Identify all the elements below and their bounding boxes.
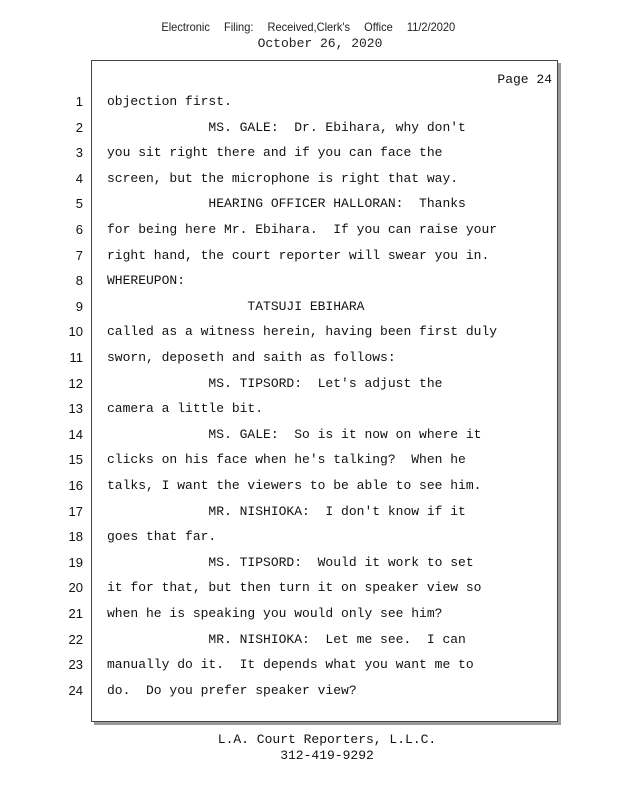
- line-text: MR. NISHIOKA: Let me see. I can: [107, 631, 466, 647]
- stamp-received: Received,Clerk's: [267, 20, 351, 34]
- line-number: 4: [75, 170, 83, 186]
- transcript-line: [0, 504, 618, 524]
- line-text: MS. TIPSORD: Would it work to set: [107, 554, 474, 570]
- transcript-line: [0, 248, 618, 268]
- reporter-company: L.A. Court Reporters, L.L.C.: [217, 732, 437, 747]
- transcript-line: [0, 478, 618, 498]
- reporter-footer: [0, 732, 618, 764]
- transcript-line: [0, 350, 618, 370]
- stamp-office: Office: [364, 20, 393, 34]
- hearing-date: October 26, 2020: [257, 36, 383, 51]
- line-text: TATSUJI EBIHARA: [107, 298, 365, 314]
- line-text: objection first.: [107, 94, 232, 109]
- line-text: it for that, but then turn it on speaker view so: [107, 580, 482, 596]
- line-number: 18: [68, 529, 83, 545]
- line-number: 10: [68, 324, 83, 340]
- line-text: called as a witness herein, having been first duly: [107, 324, 498, 340]
- transcript-line: [0, 299, 618, 319]
- transcript-line: [0, 452, 618, 472]
- transcript-line: [0, 222, 618, 242]
- line-text: clicks on his face when he's talking? When he: [107, 452, 466, 468]
- filing-stamp: [24, 20, 593, 34]
- line-text: screen, but the microphone is right that way.: [107, 170, 459, 186]
- line-text: camera a little bit.: [107, 401, 264, 417]
- transcript-line: [0, 171, 618, 191]
- line-text: manually do it. It depends what you want me to: [107, 657, 474, 673]
- line-number: 11: [69, 350, 83, 365]
- transcript-line: [0, 324, 618, 344]
- line-number: 3: [75, 145, 83, 161]
- line-text: MR. NISHIOKA: I don't know if it: [107, 503, 466, 519]
- transcript-line: [0, 273, 618, 293]
- line-text: MS. GALE: Dr. Ebihara, why don't: [107, 119, 466, 135]
- line-number: 7: [75, 247, 83, 263]
- line-number: 5: [75, 196, 83, 212]
- line-text: when he is speaking you would only see him?: [107, 606, 443, 621]
- line-number: 16: [68, 478, 83, 493]
- stamp-electronic: Electronic: [161, 20, 210, 34]
- line-number: 21: [68, 606, 83, 621]
- line-number: 8: [75, 273, 83, 289]
- line-number: 23: [68, 657, 83, 673]
- line-text: for being here Mr. Ebihara. If you can raise your: [107, 222, 498, 237]
- line-text: do. Do you prefer speaker view?: [107, 682, 357, 698]
- line-text: sworn, deposeth and saith as follows:: [107, 350, 396, 365]
- line-number: 20: [68, 580, 83, 596]
- line-number: 17: [68, 503, 83, 519]
- transcript-line: [0, 580, 618, 600]
- line-number: 2: [75, 119, 83, 135]
- transcript-line: [0, 196, 618, 216]
- line-number: 1: [75, 94, 83, 109]
- page-number: Page 24: [497, 72, 552, 87]
- line-number: 22: [68, 631, 83, 647]
- line-text: talks, I want the viewers to be able to see him.: [107, 478, 482, 493]
- stamp-date: 11/2/2020: [406, 20, 456, 34]
- line-text: you sit right there and if you can face the: [107, 145, 443, 161]
- transcript-line: [0, 145, 618, 165]
- line-text: HEARING OFFICER HALLORAN: Thanks: [107, 196, 466, 212]
- transcript-line: [0, 555, 618, 575]
- line-number: 24: [68, 682, 83, 698]
- transcript-line: [0, 94, 618, 114]
- transcript-line: [0, 120, 618, 140]
- reporter-phone: 312-419-9292: [280, 748, 374, 763]
- line-number: 6: [75, 222, 83, 237]
- line-number: 14: [68, 426, 83, 442]
- stamp-filing: Filing:: [223, 20, 254, 34]
- transcript-line: [0, 401, 618, 421]
- transcript-line: [0, 606, 618, 626]
- transcript-line: [0, 657, 618, 677]
- line-number: 9: [75, 298, 83, 314]
- transcript-line: [0, 632, 618, 652]
- line-number: 19: [68, 554, 83, 570]
- line-text: MS. GALE: So is it now on where it: [107, 426, 482, 442]
- line-text: right hand, the court reporter will swear you in.: [107, 247, 490, 263]
- line-number: 13: [68, 401, 83, 417]
- line-number: 15: [68, 452, 83, 468]
- line-text: goes that far.: [107, 529, 217, 545]
- line-text: MS. TIPSORD: Let's adjust the: [107, 375, 443, 391]
- transcript-line: [0, 376, 618, 396]
- transcript-line: [0, 529, 618, 549]
- line-number: 12: [68, 375, 83, 391]
- transcript-line: [0, 427, 618, 447]
- line-text: WHEREUPON:: [107, 273, 186, 289]
- transcript-line: [0, 683, 618, 703]
